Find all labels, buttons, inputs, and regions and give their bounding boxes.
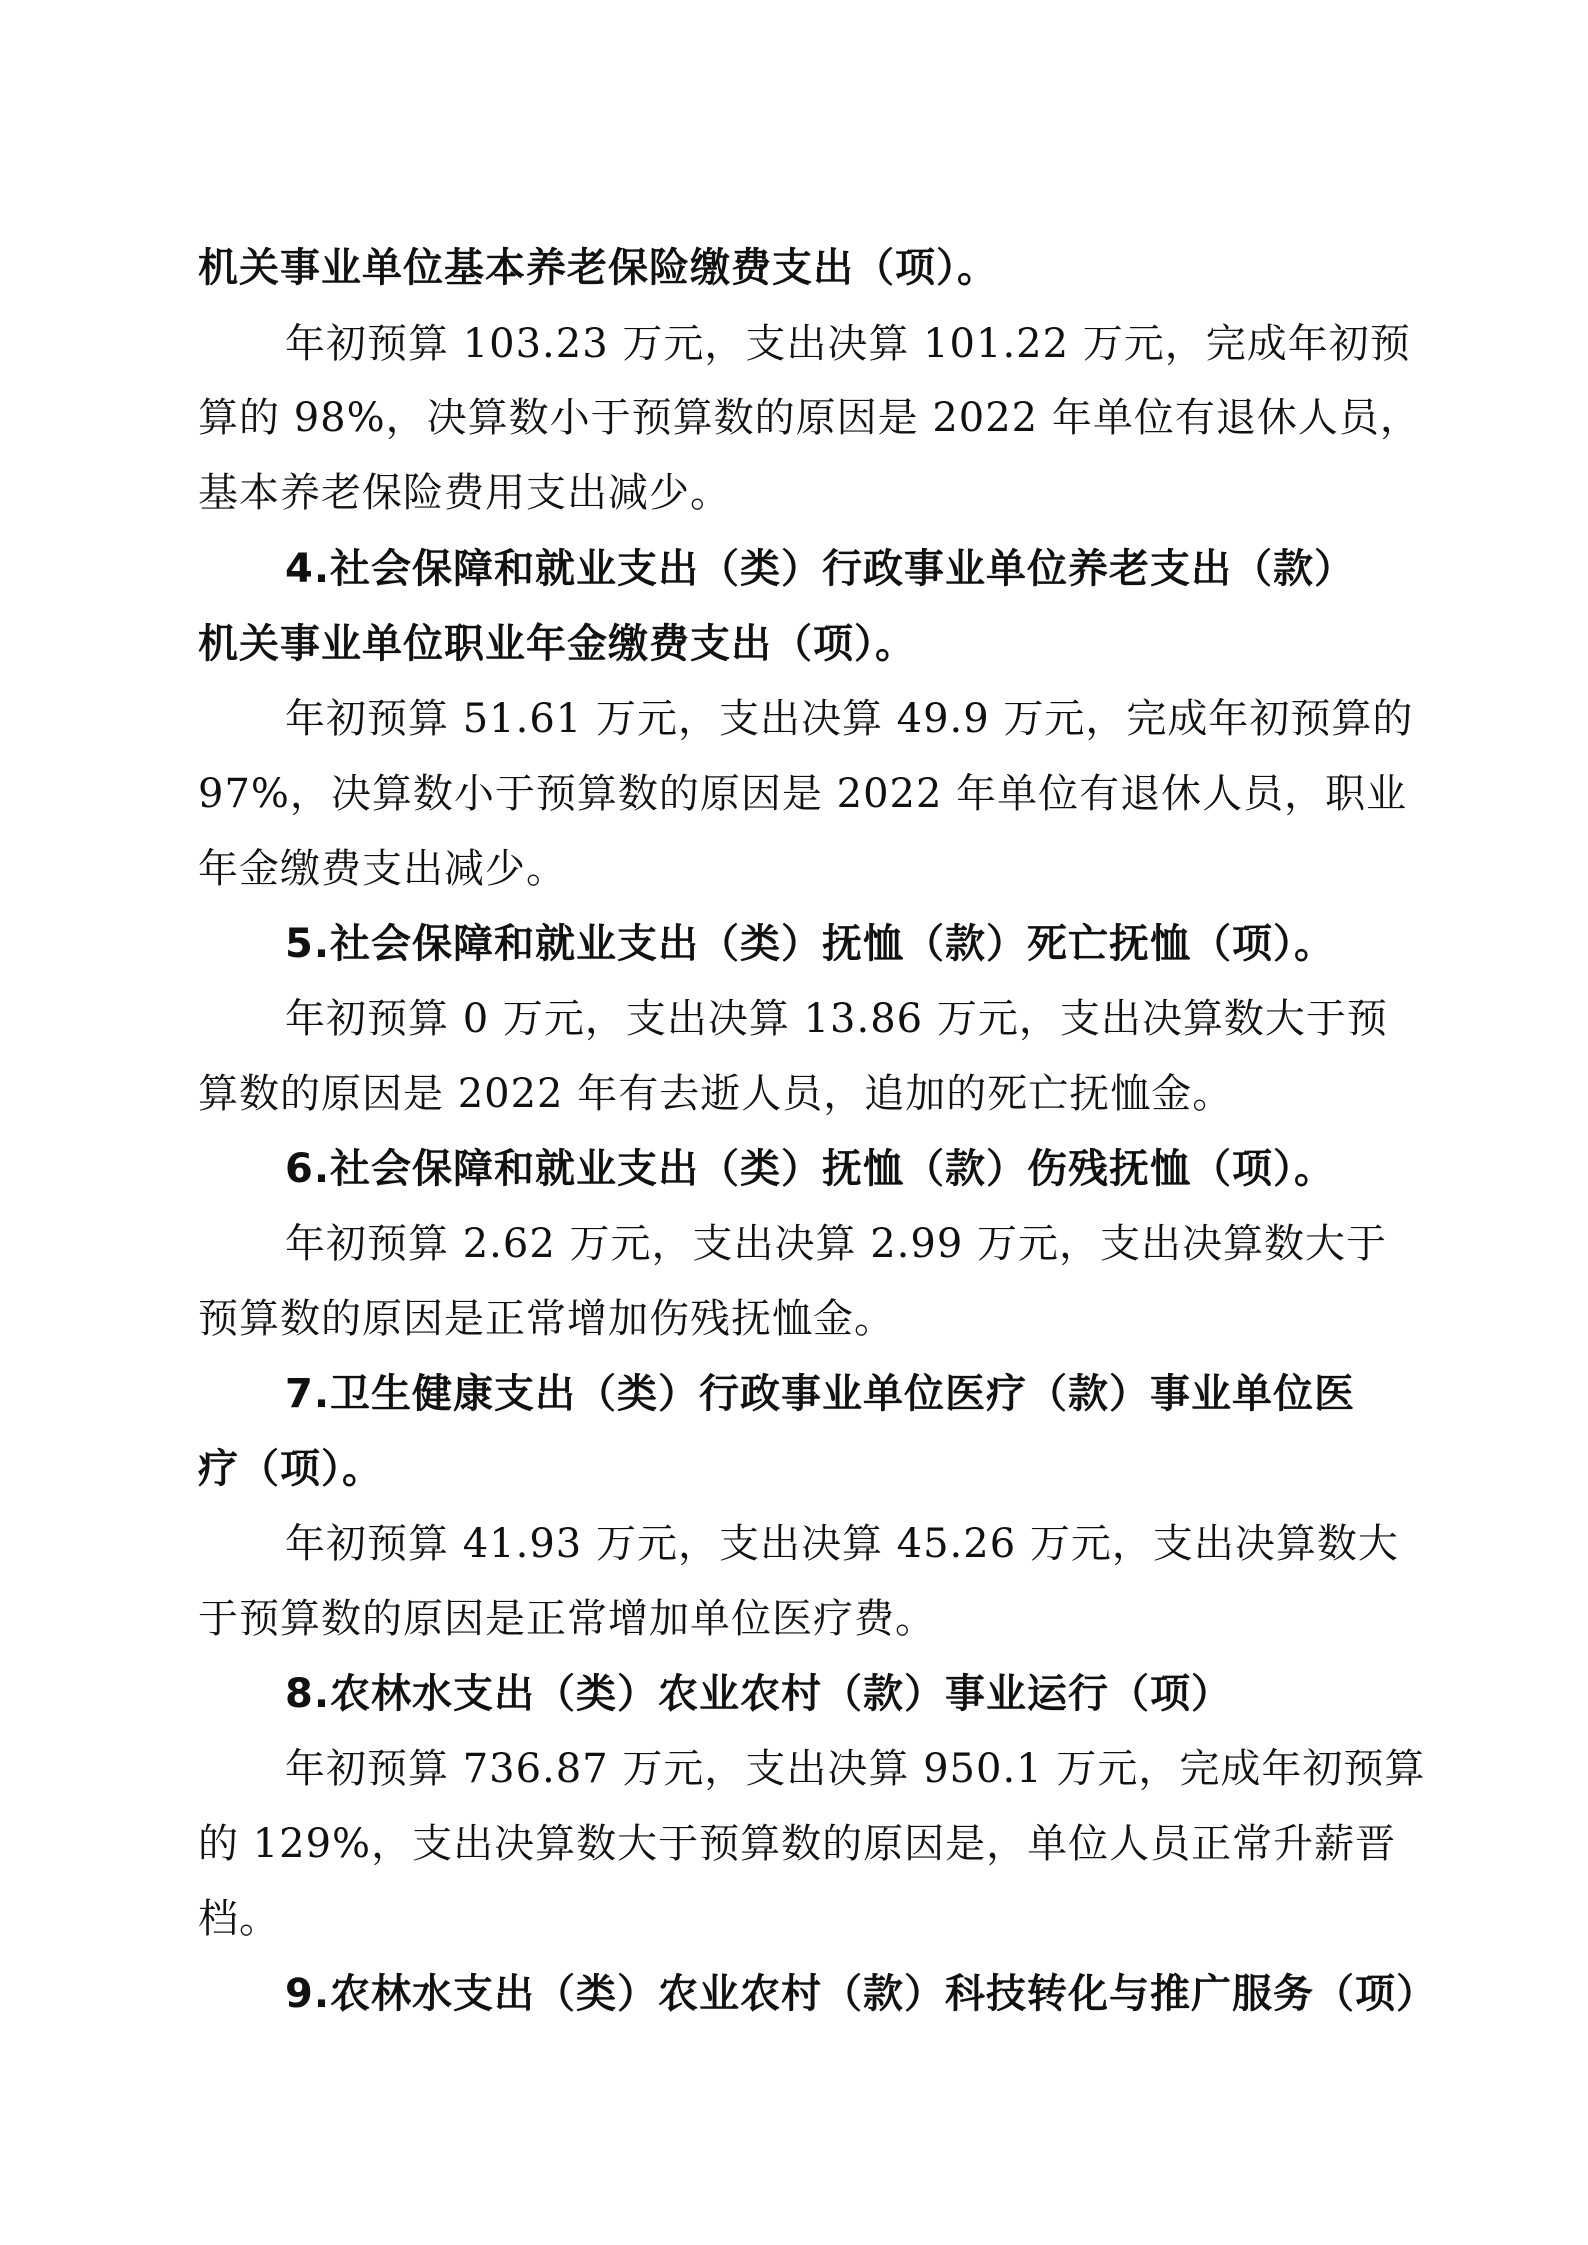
text-line: 机关事业单位基本养老保险缴费支出（项）。	[198, 245, 998, 291]
text-line: 疗（项）。	[198, 1446, 383, 1492]
text-line: 6.社会保障和就业支出（类）抚恤（款）伤残抚恤（项）。	[285, 1146, 1336, 1192]
text-line: 年初预算 41.93 万元，支出决算 45.26 万元，支出决算数大	[285, 1521, 1399, 1567]
text-line: 基本养老保险费用支出减少。	[198, 470, 731, 516]
text-line: 机关事业单位职业年金缴费支出（项）。	[198, 621, 916, 667]
text-line: 年初预算 103.23 万元，支出决算 101.22 万元，完成年初预	[285, 321, 1411, 367]
text-line: 档。	[198, 1896, 280, 1942]
text-line: 9.农林水支出（类）农业农村（款）科技转化与推广服务（项）	[285, 1971, 1438, 2017]
text-line: 于预算数的原因是正常增加单位医疗费。	[198, 1596, 936, 1642]
text-line: 的 129%，支出决算数大于预算数的原因是，单位人员正常升薪晋	[198, 1821, 1397, 1867]
text-line: 5.社会保障和就业支出（类）抚恤（款）死亡抚恤（项）。	[285, 921, 1336, 967]
text-line: 年初预算 51.61 万元，支出决算 49.9 万元，完成年初预算的	[285, 696, 1414, 742]
text-line: 4.社会保障和就业支出（类）行政事业单位养老支出（款）	[285, 546, 1356, 592]
text-line: 年初预算 2.62 万元，支出决算 2.99 万元，支出决算数大于	[285, 1221, 1387, 1267]
text-line: 8.农林水支出（类）农业农村（款）事业运行（项）	[285, 1671, 1233, 1717]
text-line: 年初预算 736.87 万元，支出决算 950.1 万元，完成年初预算	[285, 1746, 1426, 1792]
text-line: 年金缴费支出减少。	[198, 846, 567, 892]
text-line: 算的 98%，决算数小于预算数的原因是 2022 年单位有退休人员，	[198, 395, 1421, 441]
text-line: 预算数的原因是正常增加伤残抚恤金。	[198, 1296, 895, 1342]
text-line: 97%，决算数小于预算数的原因是 2022 年单位有退休人员，职业	[198, 771, 1408, 817]
text-line: 7.卫生健康支出（类）行政事业单位医疗（款）事业单位医	[285, 1371, 1356, 1417]
text-line: 年初预算 0 万元，支出决算 13.86 万元，支出决算数大于预	[285, 996, 1388, 1042]
text-line: 算数的原因是 2022 年有去逝人员，追加的死亡抚恤金。	[198, 1071, 1234, 1117]
